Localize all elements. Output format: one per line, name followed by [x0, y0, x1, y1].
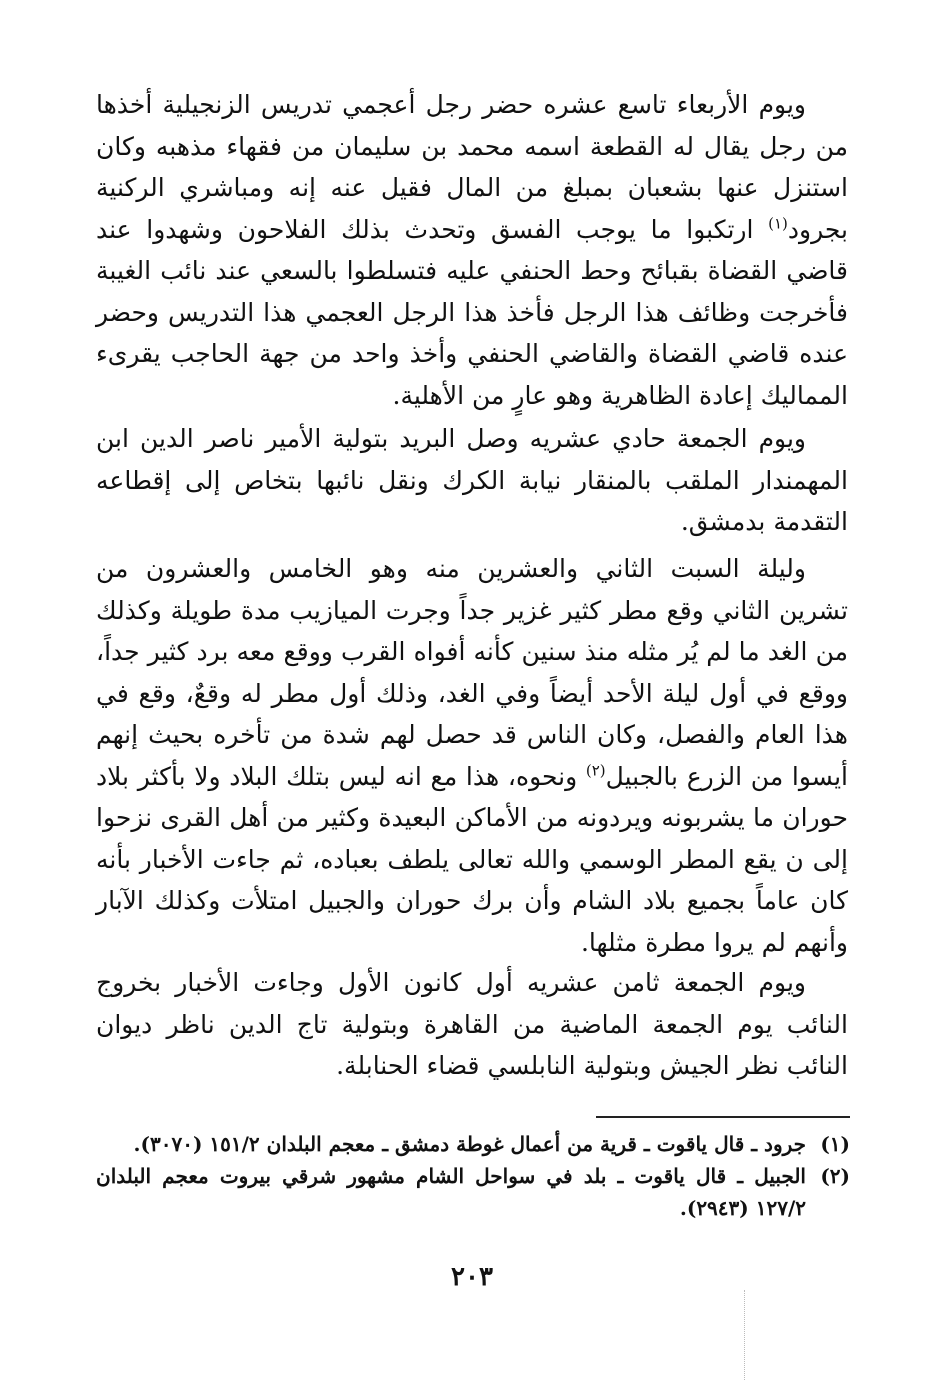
scan-artifact-line: [744, 1290, 745, 1380]
paragraph-2: [96, 418, 848, 543]
footnote-ref-2[interactable]: (٢): [585, 761, 606, 780]
footnote-ref-1[interactable]: (١): [768, 214, 788, 233]
paragraph-3-text-after: ونحوه، هذا مع انه ليس بتلك البلاد ولا بأكثر بلاد حوران ما يشربونه ويردونه من الأماكن البعيدة وكثير من أهل القرى نزحوا إلى ن يقع المطر الوسمي والله تعالى يلطف بعباده، ثم جاءت الأخبار بأنه كان عاماً بجميع بلاد الشام وأن برك حوران والجبيل امتلأت وكذلك الآبار وأنهم لم يروا مطرة مثلها.: [96, 761, 848, 957]
footnote-text-1: جرود ـ قال ياقوت ـ قرية من أعمال غوطة دمشق ـ معجم البلدان ١٥١/٢ (٣٠٧٠).: [133, 1132, 806, 1156]
page-number: ٢٠٣: [451, 1262, 493, 1292]
footnote-2: [96, 1160, 850, 1224]
paragraph-4-text: ويوم الجمعة ثامن عشريه أول كانون الأول وجاءت الأخبار بخروج النائب يوم الجمعة الماضية من القاهرة وبتولية تاج الدين ناظر ديوان النائب نظر الجيش وبتولية النابلسي قضاء الحنابلة.: [96, 968, 848, 1080]
paragraph-3-text: وليلة السبت الثاني والعشرين منه وهو الخامس والعشرون من تشرين الثاني وقع مطر كثير غزير جداً وجرت الميازيب مدة طويلة وكذلك من الغد ما لم يُر مثله منذ سنين كأنه أفواه القرب ووقع معه برد كثير جداً، ووقع في أول ليلة الأحد أيضاً وفي الغد، وذلك أول مطر له وقعٌ، وقع في هذا العام والفصل، وكان الناس قد حصل لهم شدة من تأخره بحيث إنهم أيسوا من الزرع بالجبيل: [96, 554, 848, 791]
footnote-text-2: الجبيل ـ قال ياقوت ـ بلد في سواحل الشام مشهور شرقي بيروت معجم البلدان ١٢٧/٢ (٢٩٤٣).: [96, 1164, 806, 1220]
paragraph-4: [96, 962, 848, 1087]
paragraph-2-text: ويوم الجمعة حادي عشريه وصل البريد بتولية الأمير ناصر الدين ابن المهمندار الملقب بالمنقار نيابة الكرك ونقل نائبها بتخاص إلى إقطاعه التقدمة بدمشق.: [96, 424, 848, 536]
paragraph-3: [96, 548, 848, 963]
paragraph-1-text: ويوم الأربعاء تاسع عشره حضر رجل أعجمي تدريس الزنجيلية أخذها من رجل يقال له القطعة اسمه محمد بن سليمان من فقهاء مذهبه وكان استنزل عنها بشعبان بمبلغ من المال فقيل عنه إنه ومباشري الركنية بجرود: [96, 90, 848, 244]
footnote-1: [96, 1128, 850, 1160]
footnotes: [96, 1128, 850, 1224]
footnote-divider: [596, 1116, 850, 1118]
paragraph-1: [96, 84, 848, 416]
footnote-mark-2: (٢): [820, 1164, 850, 1188]
paragraph-1-text-after: ارتكبوا ما يوجب الفسق وتحدث بذلك الفلاحون وشهدوا عند قاضي القضاة بقبائح وحط الحنفي عليه فتسلطوا بالسعي عند نائب الغيبة فأخرجت وظائف هذا الرجل فأخذ هذا الرجل العجمي هذا التدريس وحضر عنده قاضي القضاة والقاضي الحنفي وأخذ واحد من جهة الحاجب يقرىء المماليك إعادة الظاهرية وهو عارٍ من الأهلية.: [96, 214, 848, 410]
footnote-mark-1: (١): [820, 1132, 850, 1156]
